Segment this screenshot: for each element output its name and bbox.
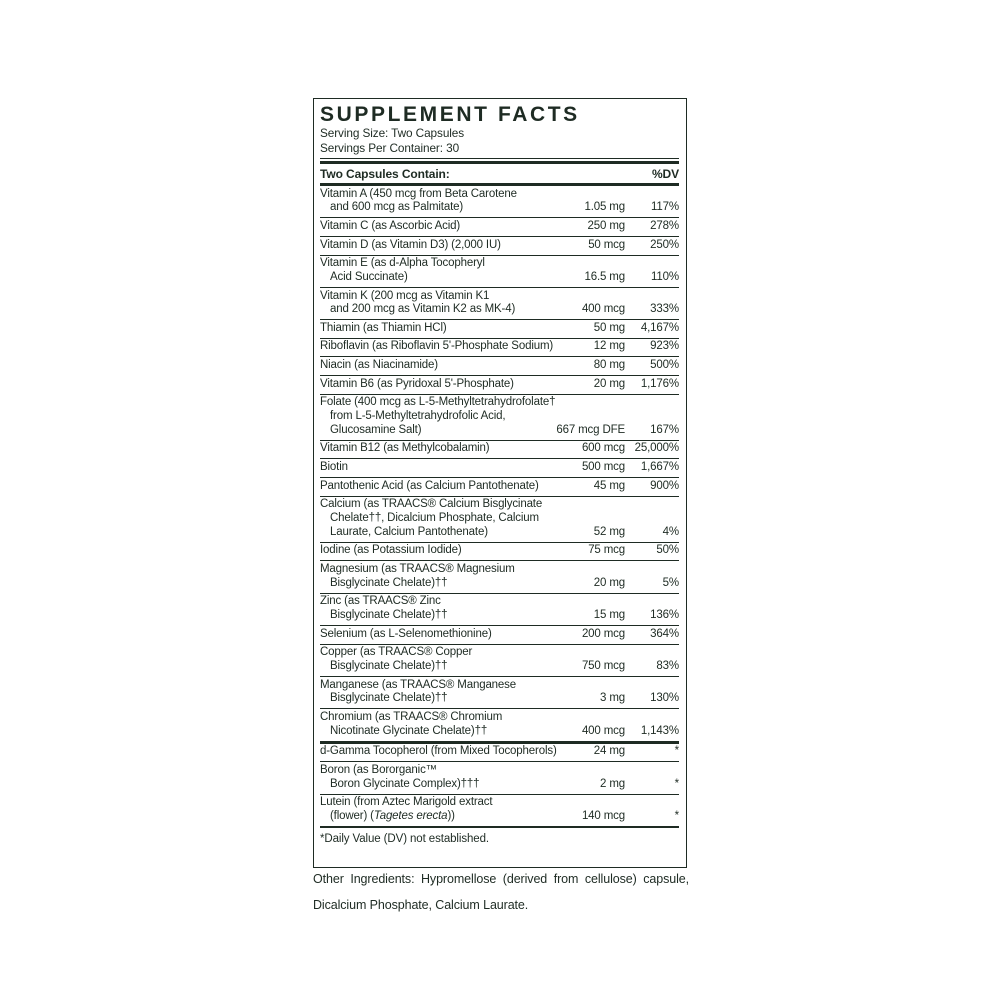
nutrient-amount: 1.05 mg [584,201,625,214]
nutrient-name [320,796,537,824]
nutrient-row [320,762,679,794]
nutrient-row [320,561,679,593]
nutrient-name [320,188,537,216]
nutrient-amount: 200 mcg [581,627,625,640]
nutrient-amount: 667 mcg DFE [556,423,625,436]
nutrient-rows [320,186,679,828]
nutrient-name-line: Chelate††, Dicalcium Phosphate, Calcium [330,511,539,524]
nutrient-name-line: Bisglycinate Chelate)†† [330,609,448,622]
nutrient-name-line: Magnesium (as TRAACS® Magnesium [320,562,515,575]
nutrient-amount: 140 mcg [581,810,625,823]
nutrient-dv: * [674,810,679,823]
nutrient-name-line: from L-5-Methyltetrahydrofolic Acid, [330,409,506,422]
nutrient-name [320,498,543,539]
nutrient-name-line: Bisglycinate Chelate)†† [330,659,448,672]
nutrient-amount: 45 mg [593,479,625,492]
nutrient-name [320,679,537,707]
nutrient-dv: 900% [650,479,679,492]
nutrient-dv: 50% [656,544,679,557]
nutrient-amount: 2 mg [600,777,625,790]
nutrient-name-line: Zinc (as TRAACS® Zinc [320,595,441,608]
nutrient-dv: 83% [656,659,679,672]
nutrient-name-line: Boron Glycinate Complex)††† [330,777,480,790]
nutrient-name-line: Biotin [320,460,348,473]
nutrient-name-line: Vitamin B6 (as Pyridoxal 5'-Phosphate) [320,377,514,390]
nutrient-row [320,376,679,395]
nutrient-amount: 400 mcg [581,724,625,737]
nutrient-dv: 333% [650,303,679,316]
nutrient-row [320,288,679,320]
nutrient-dv: * [674,777,679,790]
nutrient-amount: 20 mg [593,377,625,390]
nutrient-amount: 12 mg [593,340,625,353]
nutrient-amount: 750 mcg [581,659,625,672]
nutrient-row [320,237,679,256]
nutrient-name-line: Thiamin (as Thiamin HCl) [320,321,447,334]
nutrient-name [320,646,537,674]
nutrient-name-line: Bisglycinate Chelate)†† [330,576,448,589]
nutrient-row [320,497,679,543]
nutrient-name [320,396,556,437]
nutrient-name-line: Folate (400 mcg as L-5-Methyltetrahydrofolate† [320,396,556,409]
nutrient-name-line: Calcium (as TRAACS® Calcium Bisglycinate [320,498,543,511]
nutrient-name [320,711,537,739]
nutrient-dv: 136% [650,609,679,622]
dv-footnote: *Daily Value (DV) not established. [320,833,489,846]
nutrient-name-line: Selenium (as L-Selenomethionine) [320,627,492,640]
nutrient-row [320,339,679,358]
nutrient-name [320,563,537,591]
nutrient-row [320,459,679,478]
nutrient-name-line: and 200 mcg as Vitamin K2 as MK-4) [330,303,516,316]
nutrient-dv: 5% [662,576,679,589]
nutrient-dv: 923% [650,340,679,353]
nutrient-dv: 1,667% [640,460,679,473]
nutrient-amount: 500 mcg [581,460,625,473]
nutrient-name [320,378,537,392]
nutrient-name-line: Bisglycinate Chelate)†† [330,692,448,705]
nutrient-name-line: Copper (as TRAACS® Copper [320,646,473,659]
nutrient-amount: 15 mg [593,609,625,622]
nutrient-name [320,257,537,285]
nutrient-dv: 1,176% [640,377,679,390]
nutrient-row [320,594,679,626]
nutrient-amount: 24 mg [593,745,625,758]
nutrient-row [320,395,679,441]
nutrient-amount: 52 mg [593,525,625,538]
nutrient-dv: 25,000% [634,442,679,455]
nutrient-name-line: d-Gamma Tocopherol (from Mixed Tocopherols) [320,745,557,758]
nutrient-name [320,322,537,336]
nutrient-name-line: Acid Succinate) [330,270,408,283]
column-header-row [320,164,679,186]
nutrient-row [320,186,679,218]
nutrient-dv: 364% [650,627,679,640]
nutrient-name-line: Manganese (as TRAACS® Manganese [320,678,517,691]
nutrient-name [320,628,537,642]
nutrient-dv: 110% [651,270,679,283]
nutrient-name [320,220,537,234]
nutrient-row [320,645,679,677]
nutrient-row [320,218,679,237]
nutrient-name [320,764,537,792]
nutrient-name-line: Lutein (from Aztec Marigold extract [320,796,493,809]
nutrient-name-line: Boron (as Bororganic™ [320,763,438,776]
nutrient-name-line: Vitamin C (as Ascorbic Acid) [320,219,461,232]
nutrient-dv: 117% [651,201,679,214]
nutrient-name-line: Chromium (as TRAACS® Chromium [320,710,503,723]
serving-size: Serving Size: Two Capsules [320,126,465,140]
nutrient-amount: 80 mg [593,359,625,372]
species-name-italic: Tagetes erecta [373,810,448,823]
nutrient-name-line: Niacin (as Niacinamide) [320,359,438,372]
nutrient-name-line: Vitamin A (450 mcg from Beta Carotene [320,187,517,200]
nutrient-name [320,461,537,475]
nutrient-name-line: Glucosamine Salt) [330,423,422,436]
nutrient-name-line: Iodine (as Potassium Iodide) [320,544,462,557]
nutrient-dv: 130% [650,692,679,705]
nutrient-name-line: Nicotinate Glycinate Chelate)†† [330,724,488,737]
panel-title: SUPPLEMENT FACTS [320,103,580,126]
nutrient-amount: 50 mcg [588,238,625,251]
nutrient-name-line: Vitamin E (as d-Alpha Tocopheryl [320,257,485,270]
nutrient-name-line: Vitamin D (as Vitamin D3) (2,000 IU) [320,238,501,251]
nutrient-name [320,290,537,318]
nutrient-name [320,359,537,373]
nutrient-dv: 278% [650,219,679,232]
nutrient-row [320,256,679,288]
nutrient-name-line: and 600 mcg as Palmitate) [330,201,464,214]
nutrient-row [320,543,679,562]
nutrient-amount: 600 mcg [581,442,625,455]
nutrient-name [320,745,557,759]
nutrient-name [320,480,537,494]
nutrient-dv: 4,167% [640,321,679,334]
nutrient-name [320,239,537,253]
column-header-dv: %DV [651,166,679,181]
nutrient-amount: 400 mcg [581,303,625,316]
nutrient-dv: 4% [662,525,679,538]
nutrient-name-line: Vitamin K (200 mcg as Vitamin K1 [320,289,490,302]
nutrient-row [320,709,679,743]
servings-per-container: Servings Per Container: 30 [320,140,460,155]
other-ingredients-text: Other Ingredients: Hypromellose (derived from cellulose) capsule, Dicalcium Phosphate, Calcium Laurate. [313,872,689,912]
nutrient-row [320,478,679,497]
nutrient-amount: 16.5 mg [584,270,625,283]
nutrient-name [320,442,537,456]
nutrient-row [320,677,679,709]
nutrient-row [320,441,679,460]
nutrient-row [320,744,679,763]
nutrient-amount: 50 mg [593,321,625,334]
nutrient-amount: 3 mg [600,692,625,705]
nutrient-name-line: Pantothenic Acid (as Calcium Pantothenate) [320,479,539,492]
nutrient-row [320,795,679,828]
nutrient-name-line: Riboflavin (as Riboflavin 5'-Phosphate Sodium) [320,340,554,353]
nutrient-dv: 250% [650,238,679,251]
nutrient-row [320,357,679,376]
nutrient-name-line: Laurate, Calcium Pantothenate) [330,525,488,538]
nutrient-name [320,595,537,623]
nutrient-dv: * [674,745,679,758]
column-header-left: Two Capsules Contain: [320,166,450,181]
nutrient-amount: 75 mcg [588,544,625,557]
nutrient-dv: 500% [650,359,679,372]
nutrient-amount: 250 mg [587,219,625,232]
nutrient-dv: 1,143% [640,724,679,737]
nutrient-amount: 20 mg [593,576,625,589]
nutrient-name-line: (flower) (Tagetes erecta)) [330,810,455,823]
nutrient-dv: 167% [650,423,679,436]
nutrient-row [320,320,679,339]
supplement-facts-panel [313,98,687,868]
nutrient-name-line: Vitamin B12 (as Methylcobalamin) [320,442,490,455]
nutrient-row [320,626,679,645]
nutrient-name [320,340,554,354]
nutrient-name [320,544,537,558]
